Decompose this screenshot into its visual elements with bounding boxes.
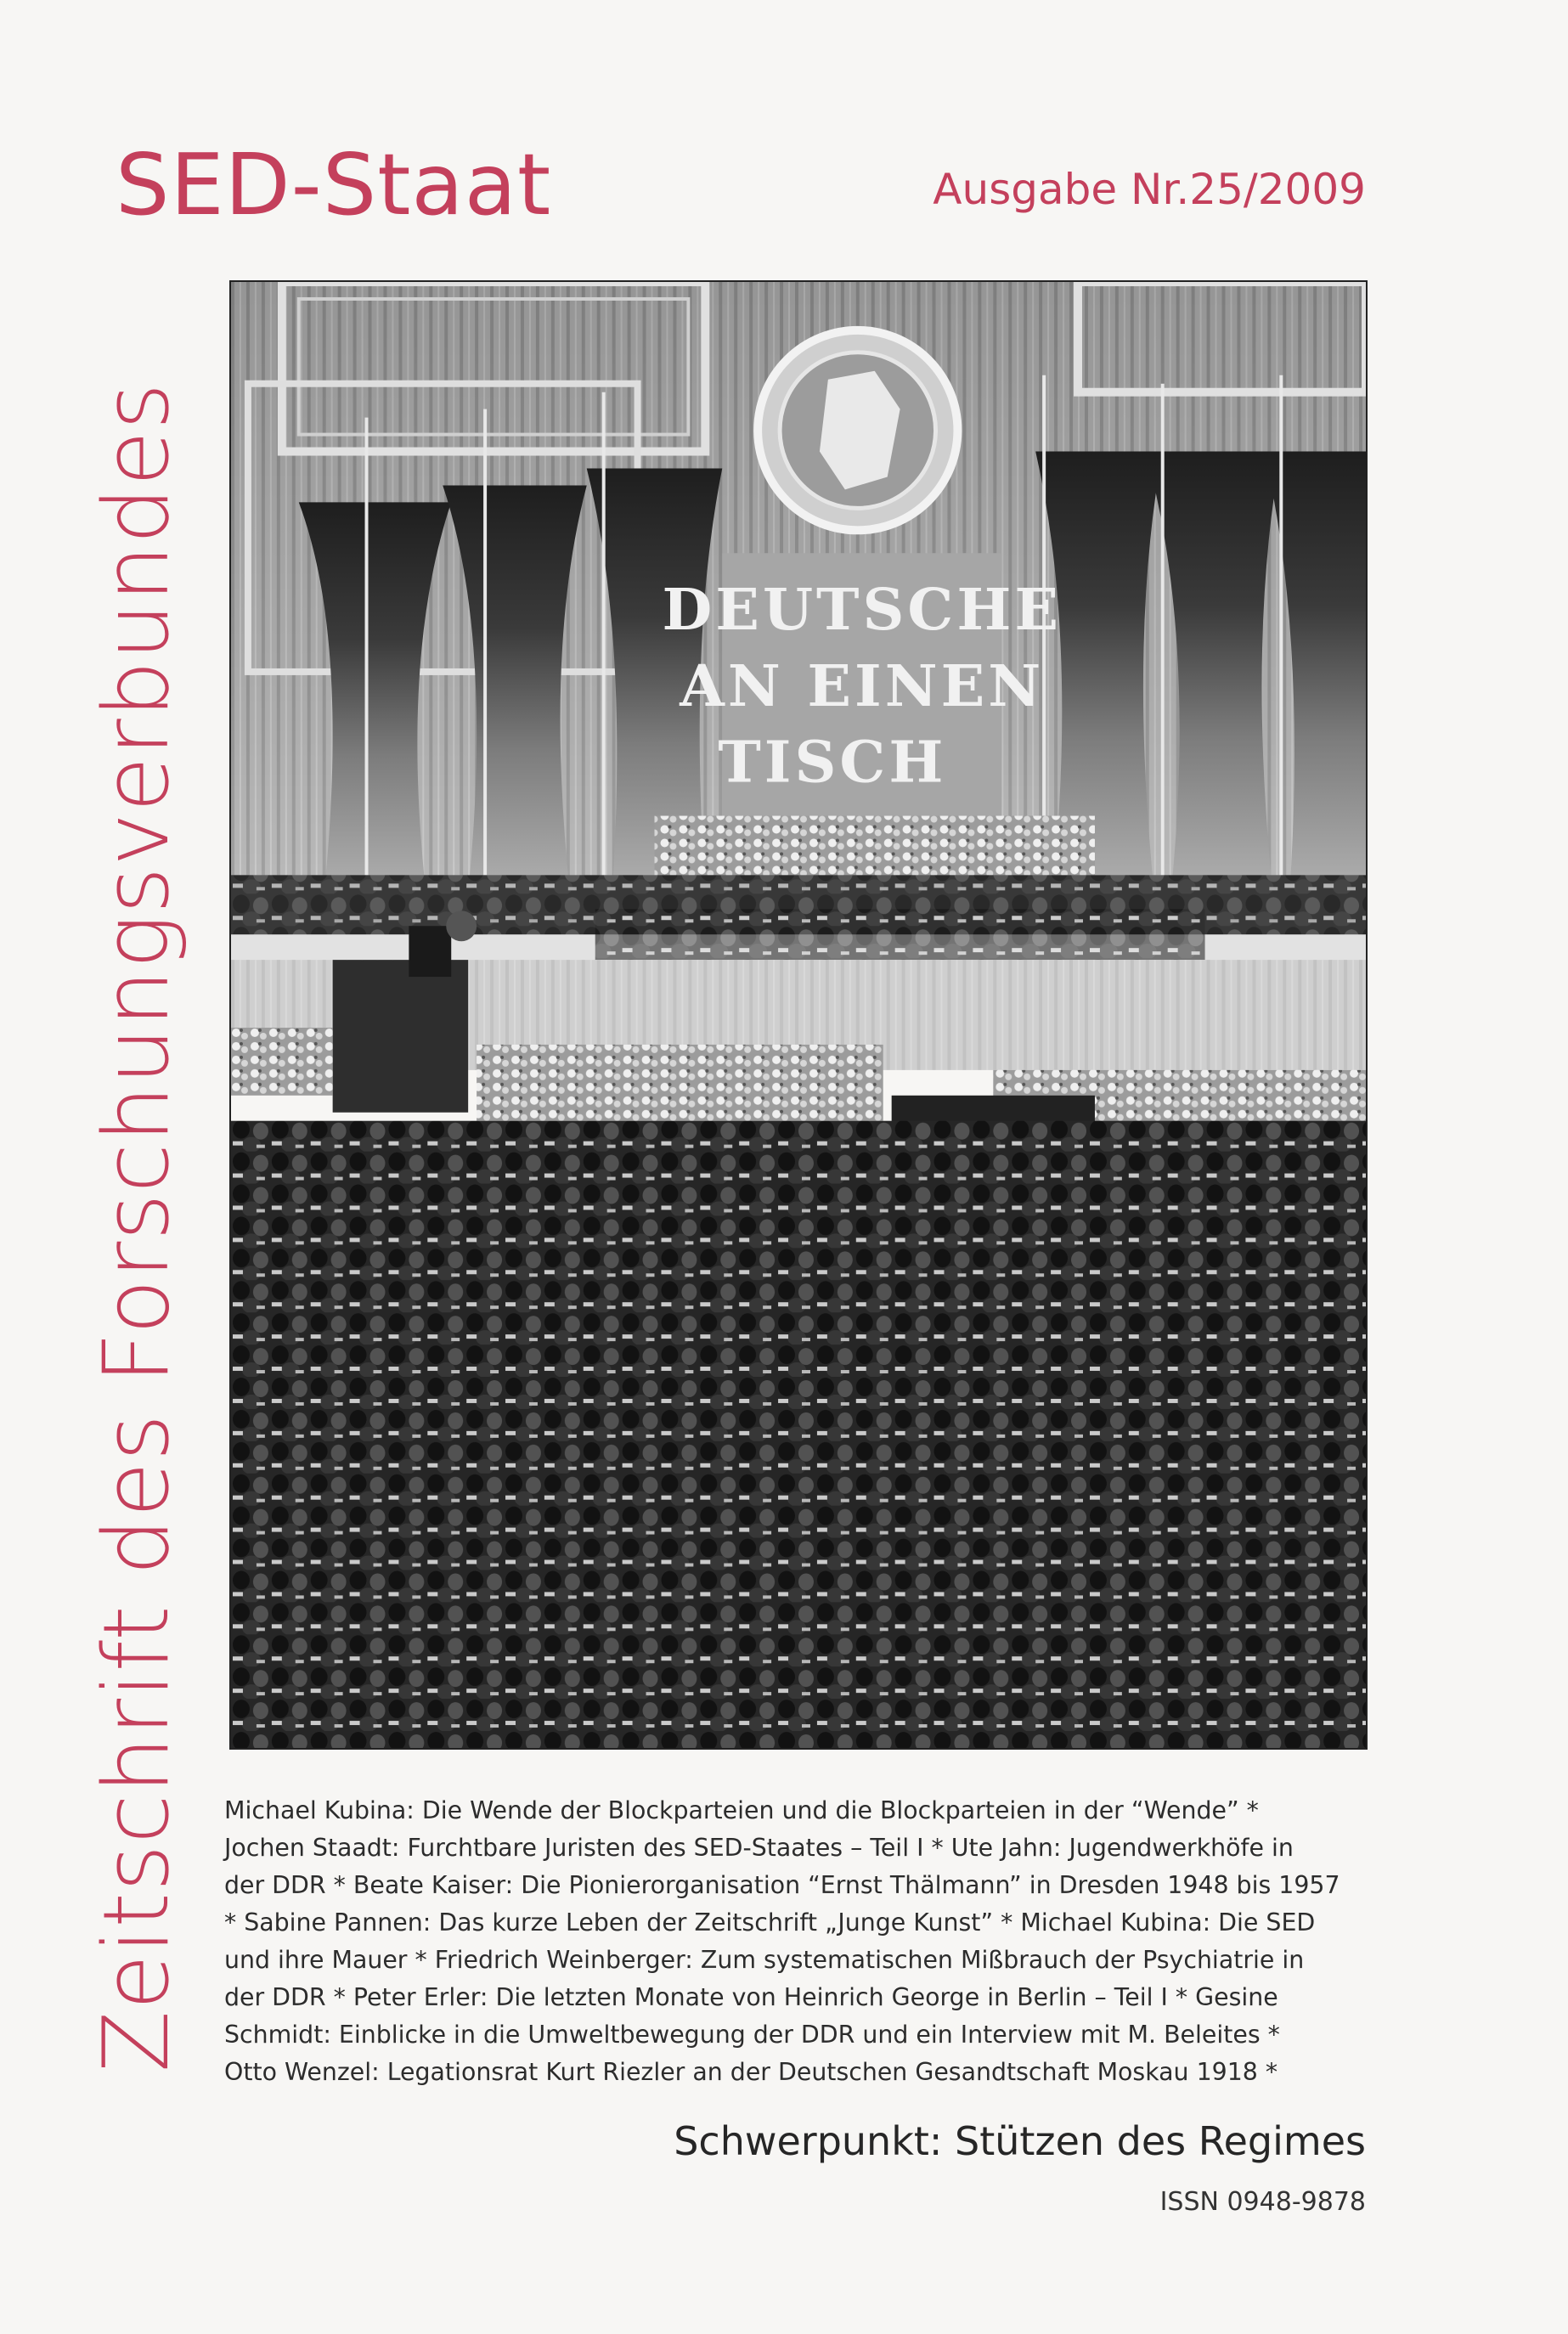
contents-line: der DDR * Peter Erler: Die letzten Monate von Heinrich George in Berlin – Teil I * Gesine: [224, 1983, 1278, 2011]
journal-title: SED-Staat: [116, 135, 552, 234]
congress-hall-photo: [231, 282, 1366, 1748]
contents-line: * Sabine Pannen: Das kurze Leben der Zeitschrift „Junge Kunst” * Michael Kubina: Die SED: [224, 1908, 1316, 1937]
contents-line: Jochen Staadt: Furchtbare Juristen des SED-Staates – Teil I * Ute Jahn: Jugendwerkhöfe in: [224, 1834, 1294, 1862]
cover-photo: [229, 280, 1368, 1750]
contents-line: Michael Kubina: Die Wende der Blockparteien und die Blockparteien in der “Wende” *: [224, 1796, 1259, 1824]
banner-line-3: TISCH: [718, 727, 947, 796]
contents-line: Schmidt: Einblicke in die Umweltbewegung der DDR und ein Interview mit M. Beleites *: [224, 2021, 1280, 2049]
contents-line: und ihre Mauer * Friedrich Weinberger: Zum systematischen Mißbrauch der Psychiatrie in: [224, 1946, 1305, 1974]
issn-number: ISSN 0948-9878: [1159, 2187, 1366, 2217]
banner-line-1: DEUTSCHE: [662, 575, 1063, 644]
journal-subtitle-vertical: Zeitschrift des Forschungsverbundes: [84, 381, 189, 2072]
table-of-contents: [224, 1792, 1373, 2091]
contents-line: Otto Wenzel: Legationsrat Kurt Riezler an der Deutschen Gesandtschaft Moskau 1918 *: [224, 2058, 1278, 2086]
issue-number: Ausgabe Nr.25/2009: [933, 165, 1366, 214]
banner-line-2: AN EINEN: [680, 651, 1045, 719]
focus-topic: Schwerpunkt: Stützen des Regimes: [674, 2118, 1366, 2164]
contents-line: der DDR * Beate Kaiser: Die Pionierorganisation “Ernst Thälmann” in Dresden 1948 bis 1957: [224, 1871, 1340, 1899]
